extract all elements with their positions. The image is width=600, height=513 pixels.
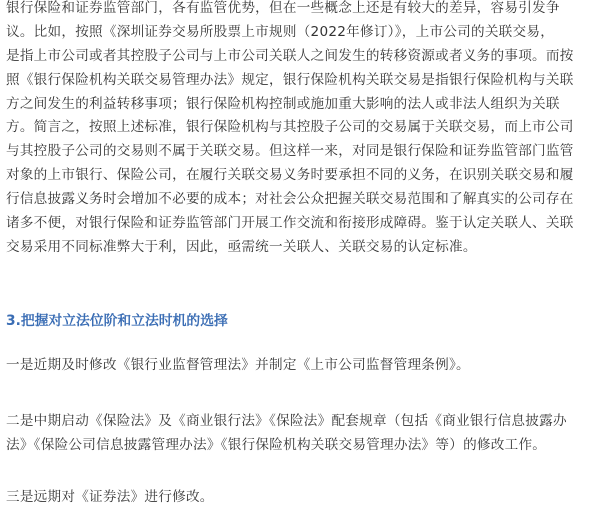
text-line: 二是中期启动《保险法》及《商业银行法》《保险法》配套规章（包括《商业银行信息披露办 xyxy=(6,413,567,429)
text-line: 议。比如，按照《深圳证券交易所股票上市规则（2022年修订）》，上市公司的关联交易， xyxy=(6,23,555,40)
text-line: 与其控股子公司的交易则不属于关联交易。但这样一来，对同是银行保险和证券监管部门监管 xyxy=(6,143,574,160)
text-line: 是指上市公司或者其控股子公司与上市公司关联人之间发生的转移资源或者义务的事项。而按 xyxy=(6,47,574,64)
section-heading: 3.把握对立法位阶和立法时机的选择 xyxy=(6,313,228,329)
list-item-mid-term xyxy=(6,409,567,457)
text-line: 诸多不便，对银行保险和证券监管部门开展工作交流和衔接形成障碍。鉴于认定关联人、关联 xyxy=(6,215,574,232)
text-line: 行信息披露义务时会增加不必要的成本；对社会公众把握关联交易范围和了解真实的公司存在 xyxy=(6,191,574,208)
text-line: 一是近期及时修改《银行业监督管理法》并制定《上市公司监督管理条例》。 xyxy=(6,357,470,373)
text-line: 对象的上市银行、保险公司，在履行关联交易义务时要承担不同的义务，在识别关联交易和履 xyxy=(6,167,574,184)
text-line: 照《银行保险机构关联交易管理办法》规定，银行保险机构关联交易是指银行保险机构与关联 xyxy=(6,71,574,88)
text-line: 法》《保险公司信息披露管理办法》《银行保险机构关联交易管理办法》等）的修改工作。 xyxy=(6,437,547,453)
text-line: 银行保险和证券监管部门，各有监管优势，但在一些概念上还是有较大的差异，容易引发争 xyxy=(6,0,560,16)
list-item-long-term xyxy=(6,485,214,509)
text-line: 方之间发生的利益转移事项；银行保险机构控制或施加重大影响的法人或非法人组织为关联 xyxy=(6,95,560,112)
text-line: 三是远期对《证券法》进行修改。 xyxy=(6,489,214,505)
list-item-near-term xyxy=(6,353,470,377)
paragraph-related-party-definition xyxy=(6,0,600,260)
text-line: 方。简言之，按照上述标准，银行保险机构与其控股子公司的交易属于关联交易，而上市公司 xyxy=(6,119,574,136)
text-line: 交易采用不同标准弊大于利，因此，亟需统一关联人、关联交易的认定标准。 xyxy=(6,238,477,255)
